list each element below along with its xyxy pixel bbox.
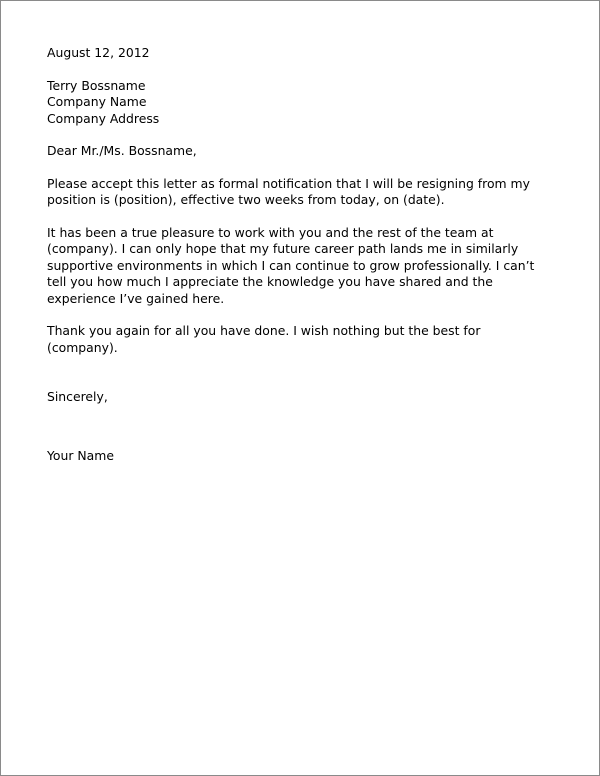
- paragraph-line: supportive environments in which I can continue to grow professionally. I can’t: [47, 257, 535, 273]
- body-paragraph-3: [47, 323, 559, 356]
- body-paragraph-1: [47, 176, 559, 209]
- recipient-name: Terry Bossname: [47, 77, 146, 93]
- closing-text: Sincerely,: [47, 389, 108, 404]
- body-paragraph-2: [47, 225, 559, 308]
- paragraph-line: It has been a true pleasure to work with you and the rest of the team at: [47, 224, 494, 240]
- paragraph-line: position is (position), effective two weeks from today, on (date).: [47, 192, 445, 207]
- recipient-block: [47, 78, 559, 128]
- signature-name: Your Name: [47, 447, 114, 463]
- paragraph-line: (company). I can only hope that my future career path lands me in similarly: [47, 241, 519, 256]
- letter-date: [47, 45, 559, 62]
- recipient-company: Company Name: [47, 94, 147, 109]
- recipient-address: Company Address: [47, 110, 160, 126]
- date-text: August 12, 2012: [47, 45, 150, 60]
- resignation-letter: [47, 45, 559, 464]
- salutation: [47, 143, 559, 160]
- closing: [47, 389, 559, 406]
- signature: [47, 448, 559, 465]
- paragraph-line: (company).: [47, 339, 118, 355]
- paragraph-line: Please accept this letter as formal notification that I will be resigning from my: [47, 175, 530, 191]
- paragraph-line: Thank you again for all you have done. I wish nothing but the best for: [47, 323, 481, 338]
- paragraph-line: tell you how much I appreciate the knowledge you have shared and the: [47, 274, 493, 289]
- salutation-text: Dear Mr./Ms. Bossname,: [47, 143, 197, 158]
- paragraph-line: experience I’ve gained here.: [47, 290, 225, 306]
